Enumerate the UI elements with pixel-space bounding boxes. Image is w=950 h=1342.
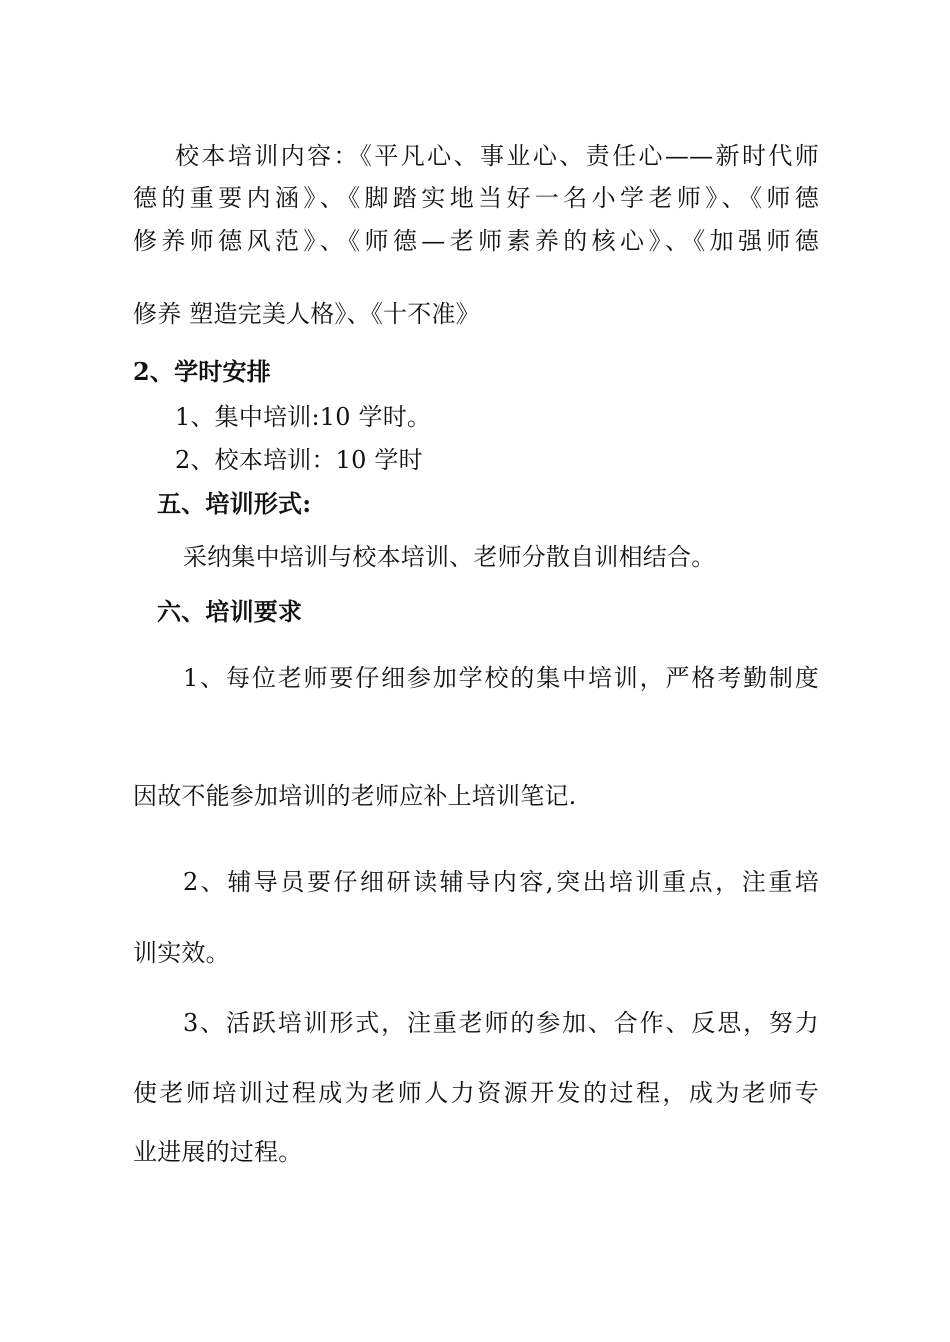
requirement-3-line-2: 使老师培训过程成为老师人力资源开发的过程，成为老师专 bbox=[133, 1079, 819, 1107]
requirement-1-line-1: 1、每位老师要仔细参加学校的集中培训，严格考勤制度 bbox=[183, 664, 819, 692]
section-heading-hours: 2、学时安排 bbox=[133, 357, 271, 386]
format-body: 采纳集中培训与校本培训、老师分散自训相结合。 bbox=[183, 543, 716, 571]
paragraph-line-4: 修养 塑造完美人格》、《十不准》 bbox=[133, 300, 480, 328]
requirement-1-line-2: 因故不能参加培训的老师应补上培训笔记. bbox=[133, 782, 577, 810]
paragraph-line-3: 修养师德风范》、《师德—老师素养的核心》、《加强师德 bbox=[133, 227, 819, 255]
requirement-3-line-1: 3、活跃培训形式，注重老师的参加、合作、反思，努力 bbox=[183, 1009, 819, 1037]
hours-item-1: 1、集中培训:10 学时。 bbox=[175, 403, 432, 431]
requirement-3-line-3: 业进展的过程。 bbox=[133, 1138, 303, 1166]
paragraph-line-2: 德的重要内涵》、《脚踏实地当好一名小学老师》、《师德 bbox=[133, 184, 819, 212]
requirement-2-line-1: 2、辅导员要仔细研读辅导内容,突出培训重点，注重培 bbox=[183, 868, 819, 896]
paragraph-line-1: 校本培训内容：《平凡心、事业心、责任心——新时代师 bbox=[175, 142, 819, 170]
requirement-2-line-2: 训实效。 bbox=[133, 939, 230, 967]
section-heading-requirements: 六、培训要求 bbox=[157, 597, 303, 626]
section-heading-format: 五、培训形式: bbox=[157, 489, 312, 518]
hours-item-2: 2、校本培训：10 学时 bbox=[175, 446, 423, 474]
